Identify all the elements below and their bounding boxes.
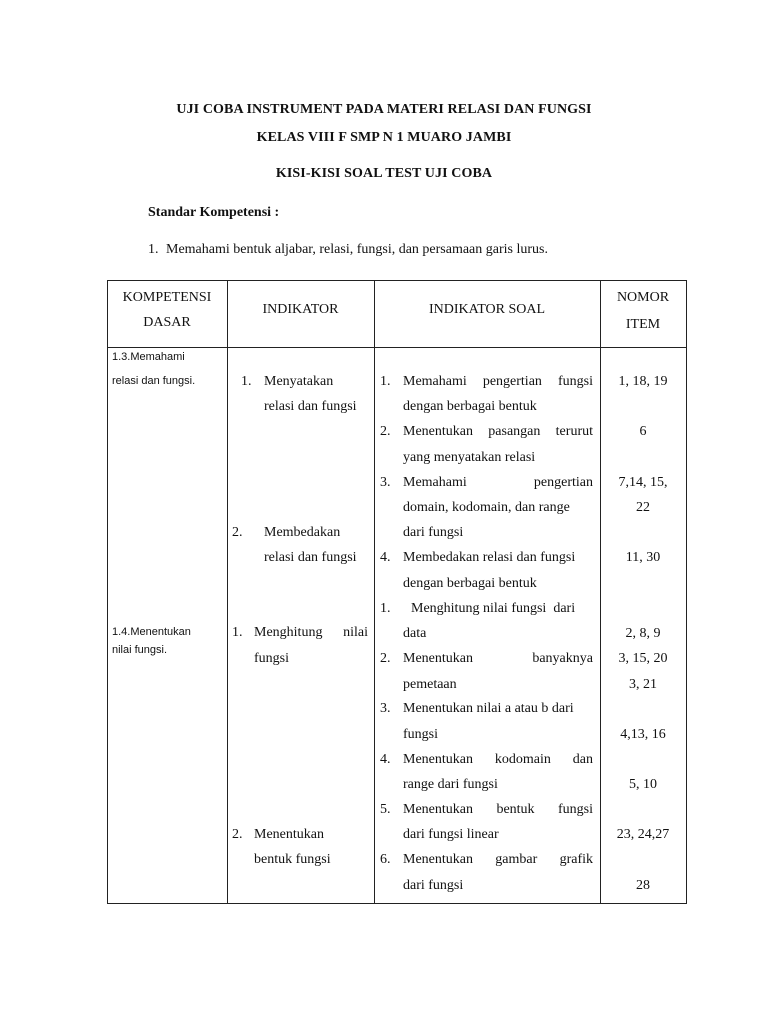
- nomor-item: 5, 10: [629, 777, 657, 792]
- soal-a3-line2: domain, kodomain, dan range: [403, 500, 570, 515]
- indikator-1-line2: relasi dan fungsi: [264, 399, 357, 414]
- indikator-4-line1: Menentukan: [254, 827, 324, 842]
- table-divider-kd: [227, 280, 228, 904]
- soal-word: pasangan: [488, 424, 541, 439]
- soal-a1-number: 1.: [380, 374, 391, 389]
- indikator-2-line2: relasi dan fungsi: [264, 550, 357, 565]
- soal-word: Menentukan: [403, 651, 473, 666]
- soal-a2-number: 2.: [380, 424, 391, 439]
- nomor-item: 6: [639, 424, 647, 439]
- soal-b4-line1: [403, 752, 593, 768]
- soal-b5-line1: [403, 802, 593, 818]
- indikator-2-number: 2.: [232, 525, 243, 540]
- soal-a1-line2: dengan berbagai bentuk: [403, 399, 537, 414]
- soal-word: fungsi: [558, 802, 593, 817]
- soal-a3-line3: dari fungsi: [403, 525, 464, 540]
- soal-word: dan: [572, 752, 593, 767]
- table-border-right: [686, 280, 687, 904]
- soal-word: Memahami: [403, 374, 467, 389]
- kd-1-line1: 1.3.Memahami: [112, 351, 185, 363]
- soal-b2-line2: pemetaan: [403, 677, 457, 692]
- nomor-item: 11, 30: [625, 550, 661, 565]
- soal-b5-number: 5.: [380, 802, 391, 817]
- soal-word: pengertian: [533, 475, 593, 490]
- document-heading: KISI-KISI SOAL TEST UJI COBA: [275, 166, 493, 181]
- soal-b3-line2: fungsi: [403, 727, 438, 742]
- soal-a4-line1: Membedakan relasi dan fungsi: [403, 550, 576, 565]
- soal-a3-line1: [403, 475, 593, 491]
- kd-2-line2: nilai fungsi.: [112, 644, 168, 656]
- soal-a3-number: 3.: [380, 475, 391, 490]
- soal-b3-line1: Menentukan nilai a atau b dari: [403, 701, 574, 716]
- soal-b1-line2: data: [403, 626, 427, 641]
- indikator-3-line2: fungsi: [254, 651, 289, 666]
- header-dasar: DASAR: [143, 315, 191, 330]
- soal-b3-number: 3.: [380, 701, 391, 716]
- point-text: Memahami bentuk aljabar, relasi, fungsi, dan persamaan garis lurus.: [166, 242, 548, 257]
- soal-word: Memahami: [403, 475, 467, 490]
- indikator-3-number: 1.: [232, 625, 243, 640]
- soal-a1-line1: [403, 374, 593, 390]
- indikator-2-line1: Membedakan: [264, 525, 341, 540]
- table-border-bottom: [107, 903, 687, 904]
- soal-b1-number: 1.: [380, 601, 391, 616]
- standar-kompetensi-point: [148, 242, 548, 258]
- soal-a2-line1: [403, 424, 593, 440]
- nomor-item: 3, 21: [629, 677, 657, 692]
- soal-b6-line1: [403, 852, 593, 868]
- nomor-item: 22: [636, 500, 650, 515]
- soal-word: gambar: [495, 852, 538, 867]
- header-kompetensi: KOMPETENSI: [122, 290, 212, 305]
- indikator-3-line1: [254, 625, 368, 641]
- nomor-item: 1, 18, 19: [618, 374, 668, 389]
- kd-2-line1: 1.4.Menentukan: [112, 626, 191, 638]
- table-border-left: [107, 280, 108, 904]
- nomor-item: 28: [636, 878, 650, 893]
- header-indikator: INDIKATOR: [262, 302, 339, 317]
- nomor-item: 2, 8, 9: [625, 626, 661, 641]
- soal-b5-line2: dari fungsi linear: [403, 827, 499, 842]
- soal-word: fungsi: [557, 374, 593, 389]
- soal-word: kodomain: [494, 752, 551, 767]
- soal-b6-line2: dari fungsi: [403, 878, 464, 893]
- indikator-4-line2: bentuk fungsi: [254, 852, 331, 867]
- soal-word: banyaknya: [532, 651, 593, 666]
- document-title: UJI COBA INSTRUMENT PADA MATERI RELASI DAN FUNGSI: [176, 102, 592, 117]
- header-item: ITEM: [625, 317, 661, 332]
- indikator-1-number: 1.: [241, 374, 252, 389]
- kd-1-line2: relasi dan fungsi.: [112, 375, 196, 387]
- soal-word: Menentukan: [403, 752, 473, 767]
- kisi-kisi-table: [107, 280, 687, 904]
- soal-word: pengertian: [482, 374, 542, 389]
- soal-word: bentuk: [496, 802, 535, 817]
- header-nomor: NOMOR: [616, 290, 670, 305]
- indikator-4-number: 2.: [232, 827, 243, 842]
- point-number: 1.: [148, 242, 159, 257]
- nomor-item: 7,14, 15,: [618, 475, 668, 490]
- nomor-item: 4,13, 16: [620, 727, 666, 742]
- table-header-divider: [107, 347, 687, 348]
- document-subtitle: KELAS VIII F SMP N 1 MUARO JAMBI: [256, 130, 512, 145]
- soal-b2-line1: [403, 651, 593, 667]
- header-indikator-soal: INDIKATOR SOAL: [428, 302, 546, 317]
- soal-a2-line2: yang menyatakan relasi: [403, 450, 536, 465]
- indikator-3-word: Menghitung: [254, 625, 323, 640]
- soal-b4-line2: range dari fungsi: [403, 777, 498, 792]
- soal-word: Menentukan: [403, 852, 473, 867]
- soal-word: Menentukan: [403, 424, 473, 439]
- table-divider-indikator: [374, 280, 375, 904]
- soal-b4-number: 4.: [380, 752, 391, 767]
- indikator-3-word: nilai: [343, 625, 368, 640]
- table-border-top: [107, 280, 687, 281]
- soal-b2-number: 2.: [380, 651, 391, 666]
- soal-a4-line2: dengan berbagai bentuk: [403, 576, 537, 591]
- soal-word: grafik: [559, 852, 593, 867]
- indikator-1-line1: Menyatakan: [264, 374, 334, 389]
- soal-b6-number: 6.: [380, 852, 391, 867]
- soal-word: Menentukan: [403, 802, 473, 817]
- standar-kompetensi-label: Standar Kompetensi :: [148, 205, 280, 220]
- soal-a4-number: 4.: [380, 550, 391, 565]
- nomor-item: 23, 24,27: [616, 827, 670, 842]
- soal-b1-line1: Menghitung nilai fungsi dari: [411, 601, 576, 616]
- nomor-item: 3, 15, 20: [618, 651, 668, 666]
- soal-word: terurut: [555, 424, 593, 439]
